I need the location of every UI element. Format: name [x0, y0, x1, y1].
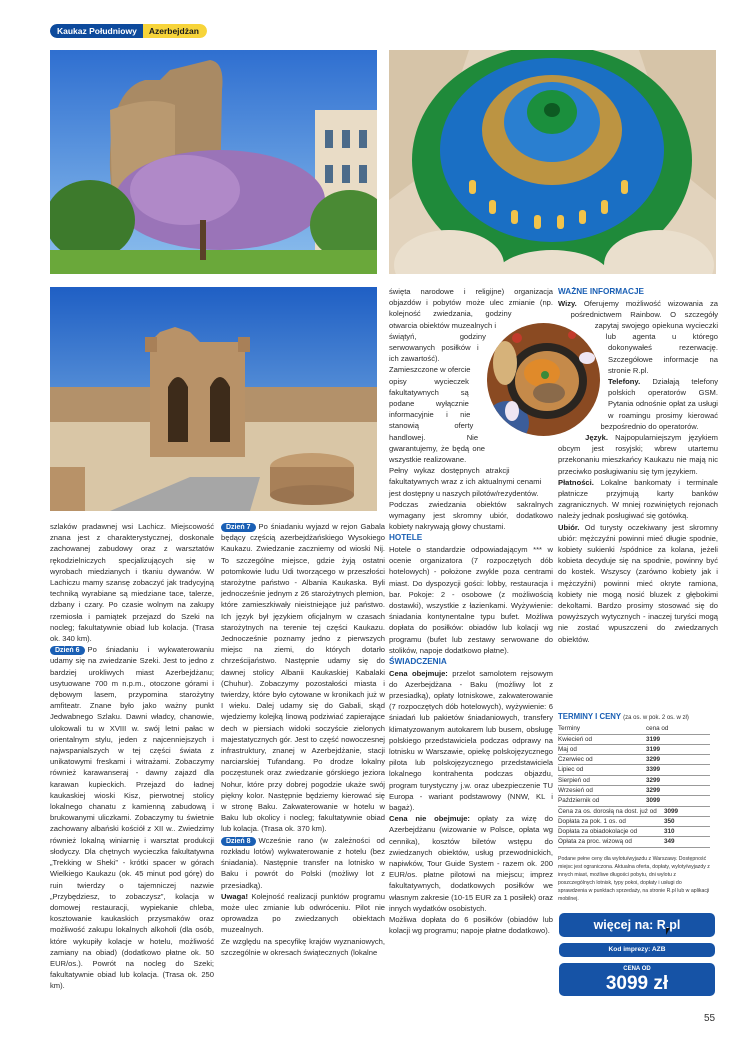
program-note — [221, 891, 385, 936]
important-info-heading: WAŻNE INFORMACJE — [558, 287, 644, 296]
important-info-column — [558, 286, 718, 645]
breadcrumb-region: Kaukaz Południowy — [50, 24, 143, 38]
day-8-badge: Dzień 8 — [221, 837, 256, 846]
itinerary-day8 — [221, 835, 385, 891]
religious-note: Ze względu na specyfikę krajów wyznaniowych, szczególnie w okresach świątecznych (lokalne — [221, 936, 385, 957]
prices-table — [558, 712, 710, 903]
term-price: 3399 — [646, 766, 661, 774]
table-row — [558, 817, 710, 827]
prices-subtitle: (za os. w pok. 2 os. w zł) — [623, 715, 689, 721]
dress-info — [558, 522, 718, 645]
table-row — [558, 765, 710, 775]
table-row — [558, 745, 710, 755]
term-price: 3199 — [646, 735, 661, 743]
hotels-heading: HOTELE — [389, 533, 423, 543]
term-price: 3199 — [646, 745, 661, 753]
mouse-cursor-icon — [666, 928, 670, 935]
price-from-badge — [559, 963, 715, 996]
extra-price: 310 — [664, 828, 675, 836]
dress-text: Od turysty oczekiwany jest skromny ubiór: mężczyźni powinni mieć długie spodnie, kobiety sukienki /spódnice za kolana, jeżeli kobieta decyduje się na spodnie, powinny być do kostek. Wszyscy (zarówno kobiety jak i mężczyźni) powinni mieć okryte ramiona, kobiety nie mogą nosić bluzek z głębokimi dekoltami. Bardzo prosimy stosować się do powyższych wytycznych - inaczej turyści mogą nie zostać wpuszczeni do zwiedzanych obiektów. — [558, 522, 718, 644]
term-label: Maj od — [558, 745, 577, 753]
term-label: Czerwiec od — [558, 756, 593, 764]
note-label: Uwaga! — [221, 891, 249, 901]
day-6-badge: Dzień 6 — [50, 646, 85, 655]
prices-title — [558, 712, 710, 721]
itinerary-day6 — [50, 644, 214, 991]
term-label: Sierpień od — [558, 776, 590, 784]
payment-text: Lokalne bankomaty i terminale płatnicze przyjmują karty banków zagranicznych. W mniej rozwiniętych rejonach należy jednak posługiwać się gotówką. — [558, 477, 718, 521]
prices-footnote: Podane pełne ceny dla wylotu/wyjazdu z Warszawy. Dostępność miejsc jest ograniczona. Aktualna oferta, dopłaty, wyloty/wyjazdy z innych miast, możliwe długości pobytu, dni wylotu z poszczególnych lotnisk, typy pokoi, dopłaty i usługi do sprawdzenia w punktach sprzedaży, na stronie R.pl lub w aplikacji mobilnej. — [558, 855, 710, 902]
payment-label: Płatności. — [558, 477, 594, 487]
itinerary-day7 — [221, 521, 385, 835]
optional-trips-list-note: Pełny wykaz dostępnych atrakcji fakultatywnych wraz z ich aktualnymi cenami jest dostępny u naszych pilotów/rezydentów. — [389, 466, 542, 498]
table-row — [558, 837, 710, 847]
term-label: Lipiec od — [558, 766, 584, 774]
photo-maiden-tower — [50, 50, 377, 274]
optional-trips-note: Zamieszczone w ofercie opisy wycieczek fakultatywnych są podane wyłącznie informacyjnie i nie stanowią oferty handlowej. Nie gwarantujemy, że będą one wszystkie realizowane. — [389, 365, 486, 465]
extra-label: Dopłata za pok. 1 os. od — [558, 817, 626, 825]
meals-supplement: Możliwa dopłata do 6 posiłków (obiadów lub kolacji wg programu; napoje płatne dodatkowo). — [389, 914, 553, 936]
prices-rows — [558, 735, 710, 848]
table-row — [558, 827, 710, 837]
prices-col-price: cena od — [646, 725, 669, 732]
dress-label: Ubiór. — [558, 522, 580, 532]
term-price: 3299 — [646, 786, 661, 794]
phone-text: Działają telefony polskich operatorów GSM. Pytania odnośnie opłat za usługi w roamingu prosimy kierować bezpośrednio do operatorów. — [600, 376, 718, 431]
table-row — [558, 786, 710, 796]
page-number: 55 — [704, 1013, 716, 1024]
table-row — [558, 755, 710, 765]
excludes-label: Cena nie obejmuje: — [389, 814, 470, 824]
table-row — [558, 735, 710, 745]
prices-title-text: TERMINY I CENY — [558, 712, 621, 721]
photo-fire-temple — [50, 287, 377, 511]
extra-price: 3099 — [664, 807, 679, 815]
language-label: Język. — [585, 432, 608, 442]
price-includes — [389, 668, 553, 814]
term-label: Kwiecień od — [558, 735, 592, 743]
extra-price: 349 — [664, 838, 675, 846]
includes-label: Cena obejmuje: — [389, 668, 448, 678]
day-6-text: Po śniadaniu i wykwaterowaniu udamy się na zwiedzanie Szeki. Jest to jedno z bardziej urokliwych miast Azerbejdżanu; usytuowane 700 m n.p.m., otoczone górami i dębowym lasem, przypomina starożytny amfiteatr. Znane było jako ważny punkt Jedwabnego Szlaku. Dawni władcy, chanowie, ulokowali tu w XVIII w. swój letni pałac w orientalnym stylu, jeden z najcenniejszych i najwspanialszych w tej części świata z unikatowymi freskami i witrażami. Zobaczymy również karawanseraj - dawny zajazd dla karawan kupieckich. Przejazd do ładnej kaukaskiej wioski Kisz, pierwotnej stolicy lokalnego chanatu z kamienną zabudową i brukowanymi uliczkami. Zobaczymy tu świetnie zachowany albański kościół z XII w.. Zwiedzimy również lokalną winiarnię i warsztat produkcji słodyczy. Dla chętnych wycieczka fakultatywna „Trekking w Sheki” - krótki spacer w górach Wielkiego Kaukazu (ok. 45 minut pod górę) do ruin twierdzy o tajemniczej nazwie „Przybędziesz, to zobaczysz”, kolacja w domowej restauracji, wypiekanie chleba, kosztowanie kaukaskich przysmaków oraz możliwość zakupu lokalnych alkoholi (dla osób, które wykupiły kolacje w hotelu, możliwość zamiany na obiad) (dodatkowo płatne ok. 50 EUR/os.). Powrót na nocleg do Szeki; fakultatywnie obiad lub kolacja. (Trasa ok. 250 km). — [50, 645, 214, 991]
itinerary-day5-end: szlaków pradawnej wsi Lachicz. Miejscowość znana jest z charakterystycznej, doskonale zachowanej zabudowy oraz z warsztatów rękodzielniczych specjalizujących się w wyrobach miedzianych i tkaniu dywanów. W Lachiczu mamy szansę zobaczyć jak tradycyjną techniką wyrabiane są miedziane tace, talerze, dzbany i czary. Po czasie wolnym na zakupy rzemiosła i pamiątek przejazd do Szeki na nocleg; fakultatywnie obiad lub kolacja. (Trasa ok. 340 km). — [50, 522, 214, 644]
services-heading: ŚWIADCZENIA — [389, 657, 447, 666]
term-label: Październik od — [558, 797, 600, 805]
prices-col-term: Terminy — [558, 725, 581, 732]
payment-info — [558, 477, 718, 522]
religious-note-cont: święta narodowe i religijne) organizacja objazdów i pobytów może ulec zmianie (np. kolejność zwiedzania, godziny otwarcia obiektów muzealnych i świątyń, godziny serwowanych posiłków i ich zawartość). — [389, 287, 553, 364]
prices-header-row — [558, 724, 710, 735]
day-8-text: Wcześnie rano (w zależności od rozkładu lotów) wykwaterowanie z hotelu (bez śniadania). Następnie transfer na lotnisko w Baku i powrót do Polski (możliwy lot z przesiadką). — [221, 835, 385, 890]
price-from-label: CENA OD — [623, 966, 651, 972]
language-text: Najpopularniejszym językiem obcym jest rosyjski; wbrew utartemu przekonaniu mieszkańcy Kaukazu nie mają nic przeciwko posługiwaniu się tym językiem. — [558, 432, 718, 476]
price-from-value: 3099 zł — [605, 973, 669, 994]
extra-label: Opłata za proc. wizową od — [558, 838, 632, 846]
visa-text: Oferujemy możliwość wizowania za pośrednictwem Rainbow. O szczegóły zapytaj swojego opiekuna wycieczki lub agenta u którego dokonywałeś rezerwację. Szczegółowe informacje na stronie R.pl. — [570, 298, 718, 375]
note-text: Kolejność realizacji punktów programu może ulec zmianie lub odwróceniu. Pilot nie oprowadza po zwiedzanych obiektach muzealnych. — [221, 891, 385, 935]
dress-code-note: Podczas zwiedzania obiektów sakralnych wymagany jest skromny ubiór, dodatkowo kobiety nakrywają głowy chustami. — [389, 499, 553, 532]
term-label: Wrzesień od — [558, 786, 593, 794]
itinerary-column-1 — [50, 521, 214, 992]
itinerary-column-2 — [221, 521, 385, 958]
breadcrumb — [50, 24, 207, 38]
excludes-text: opłaty za wizę do Azerbejdżanu (wizowanie w Polsce, opłata wg cennika), kosztów biletów wstępu do zwiedzanych obiektów, usług przewodnickich, napiwków, Tour Guide System - razem ok. 200 EUR/os. płatne pilotowi na miejscu; imprez fakultatywnych, dodatkowych posiłków we własnym zakresie (10-15 EUR za 1 posiłek) oraz innych wydatków osobistych. — [389, 814, 553, 913]
includes-text: przelot samolotem rejsowym do Azerbejdżana - Baku (możliwy lot z przesiadką), opłaty lotniskowe, zakwaterowanie (7 rozpoczętych dób hotelowych), wyżywienie: 6 śniadań lub pakietów śniadaniowych, transfery klimatyzowanym autokarem lub busem, obsługę polskiego przedstawiciela podczas odprawy na lotnisku w Warszawie, opiekę polskojęzycznego pilota lub polskojęzycznego przedstawiciela lokalnego kontrahenta podczas objazdu, program turystyczny j.w. oraz ubezpieczenie TU Europa - wariant podstawowy (NNW, KL i bagaż). — [389, 668, 553, 812]
extra-label: Cena za os. dorosłą na dost. już od — [558, 807, 657, 815]
table-row — [558, 796, 710, 806]
extra-price: 350 — [664, 817, 675, 825]
more-info-link[interactable]: więcej na: R.pl — [559, 913, 715, 937]
day-7-badge: Dzień 7 — [221, 523, 256, 532]
phone-label: Telefony. — [608, 376, 641, 386]
term-price: 3099 — [646, 797, 661, 805]
term-price: 3299 — [646, 756, 661, 764]
info-column-3 — [389, 286, 553, 936]
day-7-text: Po śniadaniu wyjazd w rejon Gabala będący częścią azerbejdżańskiego Wysokiego Kaukazu. Zwiedzanie zaczniemy od wioski Nij. To szczególne miejsce, gdzie żyją ostatni potomkowie ludu Udi tworzącego w przeszłości starożytne państwo - Albania Kaukaska. Byli jednocześnie jednym z 26 starożytnych plemion, które zamieszkiwały nieistniejące już państwo. Ich język był językiem oficjalnym w czasach starożytnych na terenie tej części Kaukazu. Jednocześnie poznamy jedno z pierwszych miejsc na ziemi, do których dotarło chrześcijaństwo. Następnie udamy się do dawnej stolicy Albanii Kaukaskiej Kabalaki (Chuhur). Zobaczymy pozostałości miasta i twierdzy, które było cytowane w kronikach już w I wieku. Dalej udamy się do Gabali, skąd wjedziemy kolejką linową podziwiać zapierające dech w piersiach widoki soczyście zielonych majestatycznych gór. Jest to część nowoczesnej infrastruktury, znanej w Azerbejdżanie, stacji narciarskiej Tufandang. Po drodze lokalny poczęstunek oraz zwiedzanie górskiego jeziora Nohur, które przy dobrej pogodzie ukaże swój piękny kolor. Następnie będziemy kierować się w stronę Baku. Zakwaterowanie w hotelu w Baku lub okolicy i nocleg; fakultatywnie obiad lub kolacja. (Trasa ok. 370 km). — [221, 522, 385, 834]
table-row — [558, 807, 710, 817]
breadcrumb-country: Azerbejdżan — [143, 24, 207, 38]
photo-mosque-dome — [389, 50, 716, 274]
term-price: 3299 — [646, 776, 661, 784]
trip-code-badge: Kod imprezy: AZB — [559, 943, 715, 957]
hotels-text: Hotele o standardzie odpowiadającym *** w ocenie organizatora (7 rozpoczętych dób hotelowych) - położone zwykle poza centrami miast. Do dyspozycji gości: lobby, restauracja i bar. Pokoje: 2 - osobowe (z możliwością dostawki), wszystkie z łazienkami. Wyżywienie: śniadania kontynentalne typu bufet. Możliwa dopłata do posiłków: obiadów lub kolacji wg programu (bufet lub zestawy serwowane do stolików, napoje dodatkowo płatne). — [389, 544, 553, 655]
visa-label: Wizy. — [558, 298, 577, 308]
price-excludes — [389, 813, 553, 914]
extra-label: Dopłata za obiadokolacje od — [558, 828, 638, 836]
table-row — [558, 776, 710, 786]
